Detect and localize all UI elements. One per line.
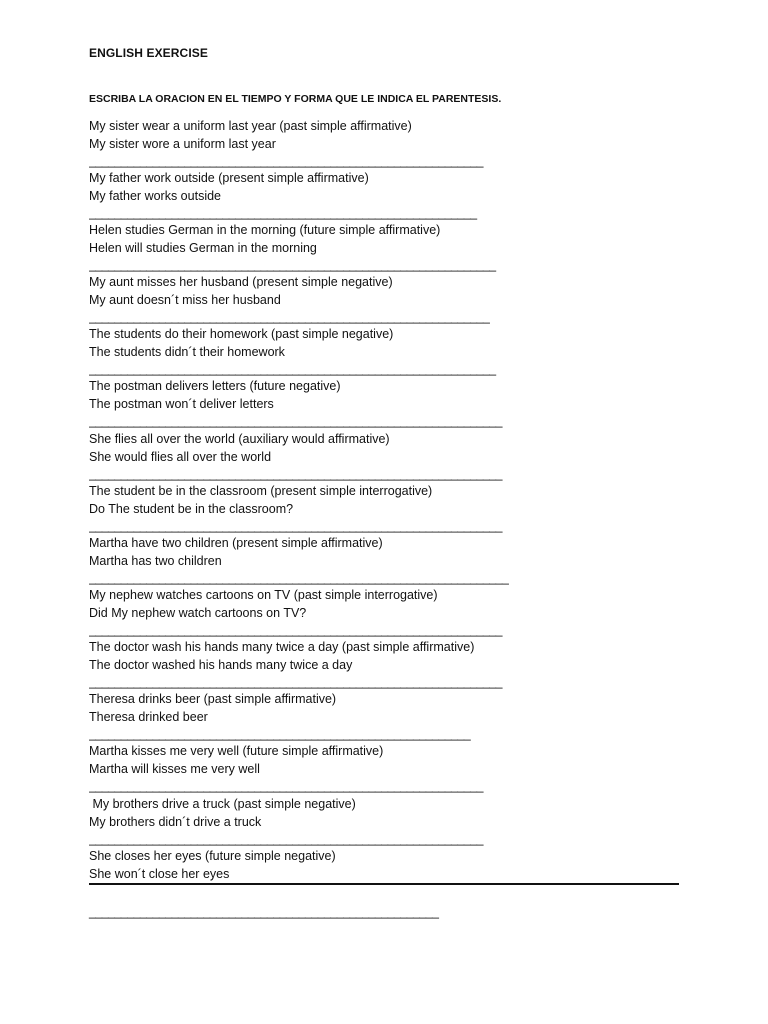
exercise-prompt: Theresa drinks beer (past simple affirmative)	[89, 692, 337, 706]
answer-blank-line: _______________________________________________________________	[89, 310, 490, 324]
exercise-item	[89, 483, 689, 536]
exercise-prompt: My brothers drive a truck (past simple negative)	[89, 797, 356, 811]
exercise-answer: She won´t close her eyes	[89, 866, 230, 881]
exercise-prompt: My sister wear a uniform last year (past simple affirmative)	[89, 119, 412, 133]
exercise-item	[89, 378, 689, 431]
horizontal-rule	[89, 883, 679, 885]
exercise-prompt: The doctor wash his hands many twice a day (past simple affirmative)	[89, 640, 475, 654]
answer-blank-line: _________________________________________________________________	[89, 414, 502, 428]
exercise-answer: My father works outside	[89, 188, 221, 203]
answer-blank-line: ________________________________________________________________	[89, 258, 496, 272]
exercise-prompt: The student be in the classroom (present simple interrogative)	[89, 484, 433, 498]
answer-blank-line: ______________________________________________________________	[89, 832, 483, 846]
answer-blank-line: ______________________________________________________________	[89, 779, 483, 793]
exercise-item	[89, 431, 689, 484]
exercise-item	[89, 587, 689, 640]
exercise-prompt: Helen studies German in the morning (future simple affirmative)	[89, 223, 441, 237]
exercise-prompt: My aunt misses her husband (present simple negative)	[89, 275, 393, 289]
exercise-answer: Theresa drinked beer	[89, 709, 208, 724]
exercise-answer: Do The student be in the classroom?	[89, 501, 294, 516]
exercise-item	[89, 743, 689, 796]
page-title: ENGLISH EXERCISE	[89, 46, 208, 60]
exercise-answer: Martha has two children	[89, 553, 222, 568]
exercise-answer: My aunt doesn´t miss her husband	[89, 292, 281, 307]
exercise-answer: Helen will studies German in the morning	[89, 240, 317, 255]
exercise-item	[89, 222, 689, 275]
instruction-text: ESCRIBA LA ORACION EN EL TIEMPO Y FORMA QUE LE INDICA EL PARENTESIS.	[89, 93, 502, 105]
answer-blank-line: _________________________________________________________________	[89, 623, 502, 637]
answer-blank-line: _________________________________________________________________	[89, 519, 502, 533]
exercise-prompt: My father work outside (present simple affirmative)	[89, 171, 369, 185]
exercise-prompt: My nephew watches cartoons on TV (past simple interrogative)	[89, 588, 438, 602]
exercise-item	[89, 691, 689, 744]
exercise-prompt: Martha kisses me very well (future simple affirmative)	[89, 744, 384, 758]
exercise-answer: The doctor washed his hands many twice a day	[89, 657, 353, 672]
answer-blank-line: ____________________________________________________________	[89, 727, 471, 741]
exercise-answer: My sister wore a uniform last year	[89, 136, 276, 151]
answer-blank-line: ______________________________________________________________	[89, 154, 483, 168]
exercise-item	[89, 535, 689, 588]
exercise-prompt: She flies all over the world (auxiliary would affirmative)	[89, 432, 390, 446]
exercise-item	[89, 848, 689, 883]
exercise-prompt: Martha have two children (present simple affirmative)	[89, 536, 383, 550]
exercise-item	[89, 326, 689, 379]
answer-blank-line: _____________________________________________________________	[89, 206, 477, 220]
exercise-answer: The students didn´t their homework	[89, 344, 285, 359]
exercise-item	[89, 274, 689, 327]
exercise-answer: Martha will kisses me very well	[89, 761, 260, 776]
exercise-prompt: She closes her eyes (future simple negative)	[89, 849, 336, 863]
exercise-item	[89, 639, 689, 692]
exercise-item	[89, 170, 689, 223]
exercise-answer: Did My nephew watch cartoons on TV?	[89, 605, 307, 620]
exercise-answer: She would flies all over the world	[89, 449, 272, 464]
answer-blank-line: ________________________________________________________________	[89, 362, 496, 376]
exercise-prompt: The postman delivers letters (future negative)	[89, 379, 341, 393]
answer-blank-line: _________________________________________________________________	[89, 675, 502, 689]
answer-blank-line: _________________________________________________________________	[89, 467, 502, 481]
exercise-answer: The postman won´t deliver letters	[89, 396, 274, 411]
answer-blank-line: __________________________________________________________________	[89, 571, 509, 585]
exercise-prompt: The students do their homework (past simple negative)	[89, 327, 394, 341]
final-answer-blank-line: _______________________________________________________	[89, 905, 439, 919]
exercise-item	[89, 118, 689, 171]
exercise-item	[89, 796, 689, 849]
exercise-answer: My brothers didn´t drive a truck	[89, 814, 262, 829]
